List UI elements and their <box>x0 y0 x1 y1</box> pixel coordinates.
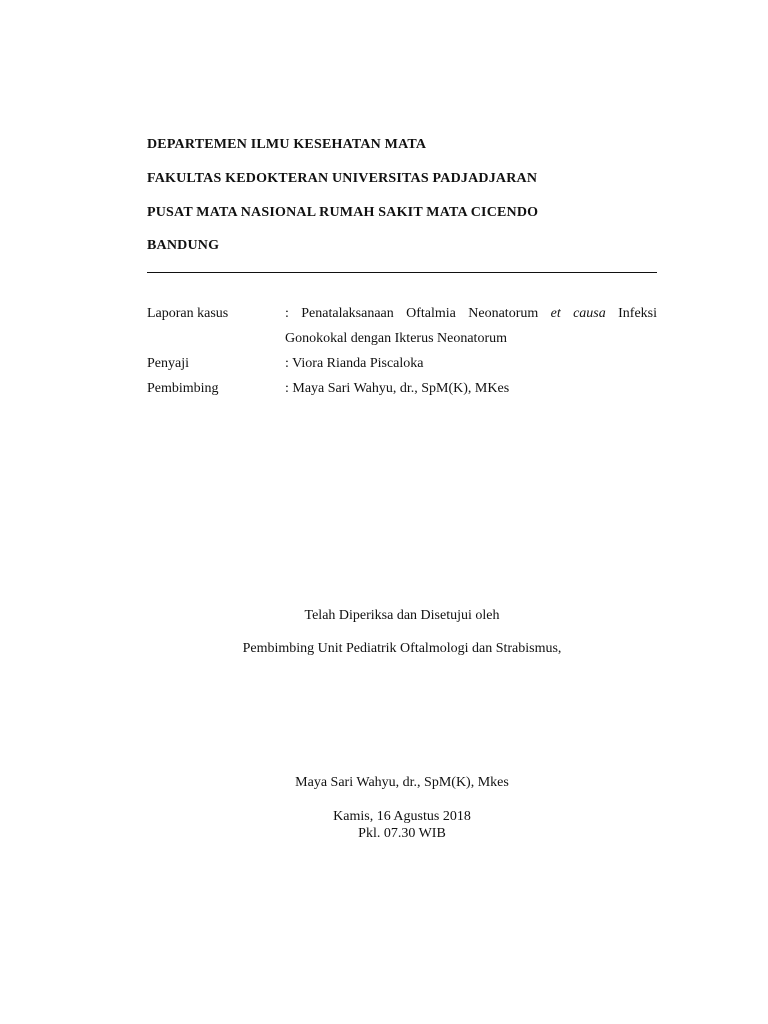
report-title-part1: : Penatalaksanaan Oftalmia Neonatorum <box>285 306 539 321</box>
report-label: Laporan kasus <box>147 306 229 321</box>
report-title-line2: Gonokokal dengan Ikterus Neonatorum <box>285 331 507 346</box>
approval-unit: Pembimbing Unit Pediatrik Oftalmologi dan Strabismus, <box>242 641 562 656</box>
city-name: BANDUNG <box>147 238 220 253</box>
approval-statement: Telah Diperiksa dan Disetujui oleh <box>304 608 500 623</box>
presenter-label: Penyaji <box>147 356 189 371</box>
approval-date: Kamis, 16 Agustus 2018 <box>333 809 471 824</box>
report-title-part2: Infeksi <box>618 306 658 321</box>
header-divider <box>147 272 657 273</box>
hospital-name: PUSAT MATA NASIONAL RUMAH SAKIT MATA CICENDO <box>147 205 539 220</box>
signatory-name: Maya Sari Wahyu, dr., SpM(K), Mkes <box>295 775 509 790</box>
faculty-name: FAKULTAS KEDOKTERAN UNIVERSITAS PADJADJARAN <box>147 171 538 186</box>
supervisor-value: : Maya Sari Wahyu, dr., SpM(K), MKes <box>285 381 510 396</box>
report-title-line1 <box>285 306 657 322</box>
presenter-value: : Viora Rianda Piscaloka <box>285 356 424 371</box>
approval-time: Pkl. 07.30 WIB <box>358 826 446 841</box>
supervisor-label: Pembimbing <box>147 381 219 396</box>
report-title-italic: et causa <box>550 306 606 321</box>
department-name: DEPARTEMEN ILMU KESEHATAN MATA <box>147 137 427 152</box>
